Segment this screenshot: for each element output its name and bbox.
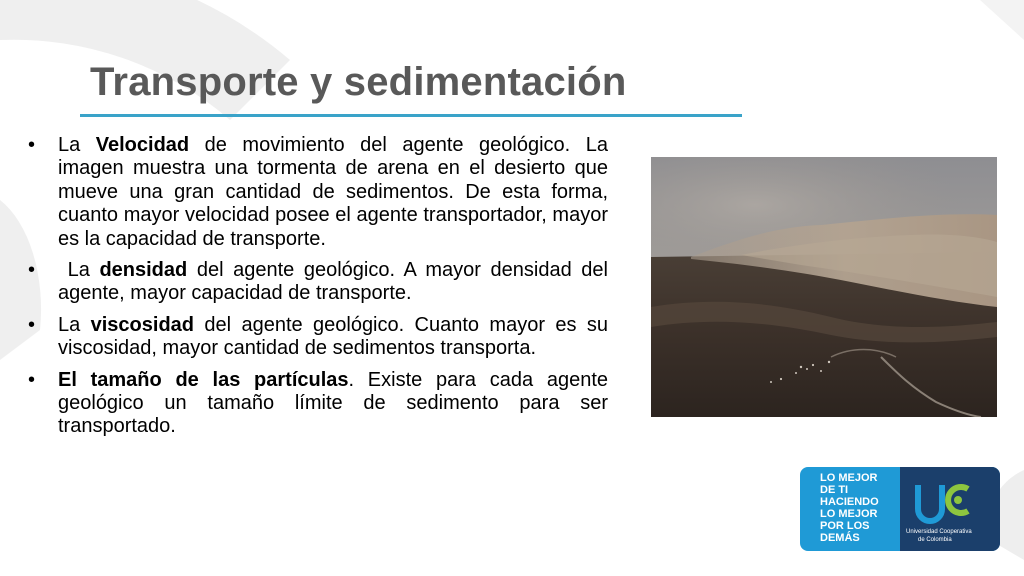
bullet-text-bold: viscosidad [90,313,195,336]
university-logo [800,467,1000,551]
bullet-marker: • [28,313,36,336]
bullet-item-tamano [26,369,608,439]
bullet-text-post: . Existe para cada agente geológico un tamaño límite de sedimento para ser transportado. [58,368,608,438]
sandstorm-illustration [651,157,997,417]
title-underline [80,114,742,117]
bullet-marker: • [28,259,36,282]
bullet-text-bold: El tamaño de las partículas [58,368,349,391]
bullet-text-post: de movimiento del agente geológico. La imagen muestra una tormenta de arena en el desierto que mueve una gran cantidad de sedimentos. De esta forma, cuanto mayor velocidad posee el agente transportador, mayor es la capacidad de transporte. [58,134,608,250]
slide-title: Transporte y sedimentación [90,60,627,104]
slogan-line: LO MEJOR [820,508,878,520]
slogan-line: DEMÁS [820,532,860,544]
bullet-list [26,134,608,447]
bullet-marker: • [28,134,36,156]
slogan-line: HACIENDO [820,496,879,508]
bullet-item-velocidad [26,134,608,251]
bullet-item-viscosidad [26,314,608,361]
sandstorm-photo [651,157,997,417]
slogan-line: DE TI [820,484,849,496]
bullet-text-pre: La [58,313,91,336]
bullet-text-post: del agente geológico. Cuanto mayor es su viscosidad, mayor cantidad de sedimentos transporta. [58,313,608,360]
bullet-text-bold: Velocidad [95,134,190,156]
slogan-line: POR LOS [820,520,870,532]
bullet-marker: • [28,368,36,391]
bullet-text-pre: La [58,134,96,156]
university-name: Universidad Cooperativa [906,529,972,535]
bullet-text-pre: La [58,259,100,282]
bullet-text-post: del agente geológico. A mayor densidad del agente, mayor capacidad de transporte. [58,259,608,305]
slogan-line: LO MEJOR [820,472,878,484]
university-name: de Colombia [918,537,952,543]
bullet-item-densidad [26,259,608,306]
bullet-text-bold: densidad [99,259,188,282]
